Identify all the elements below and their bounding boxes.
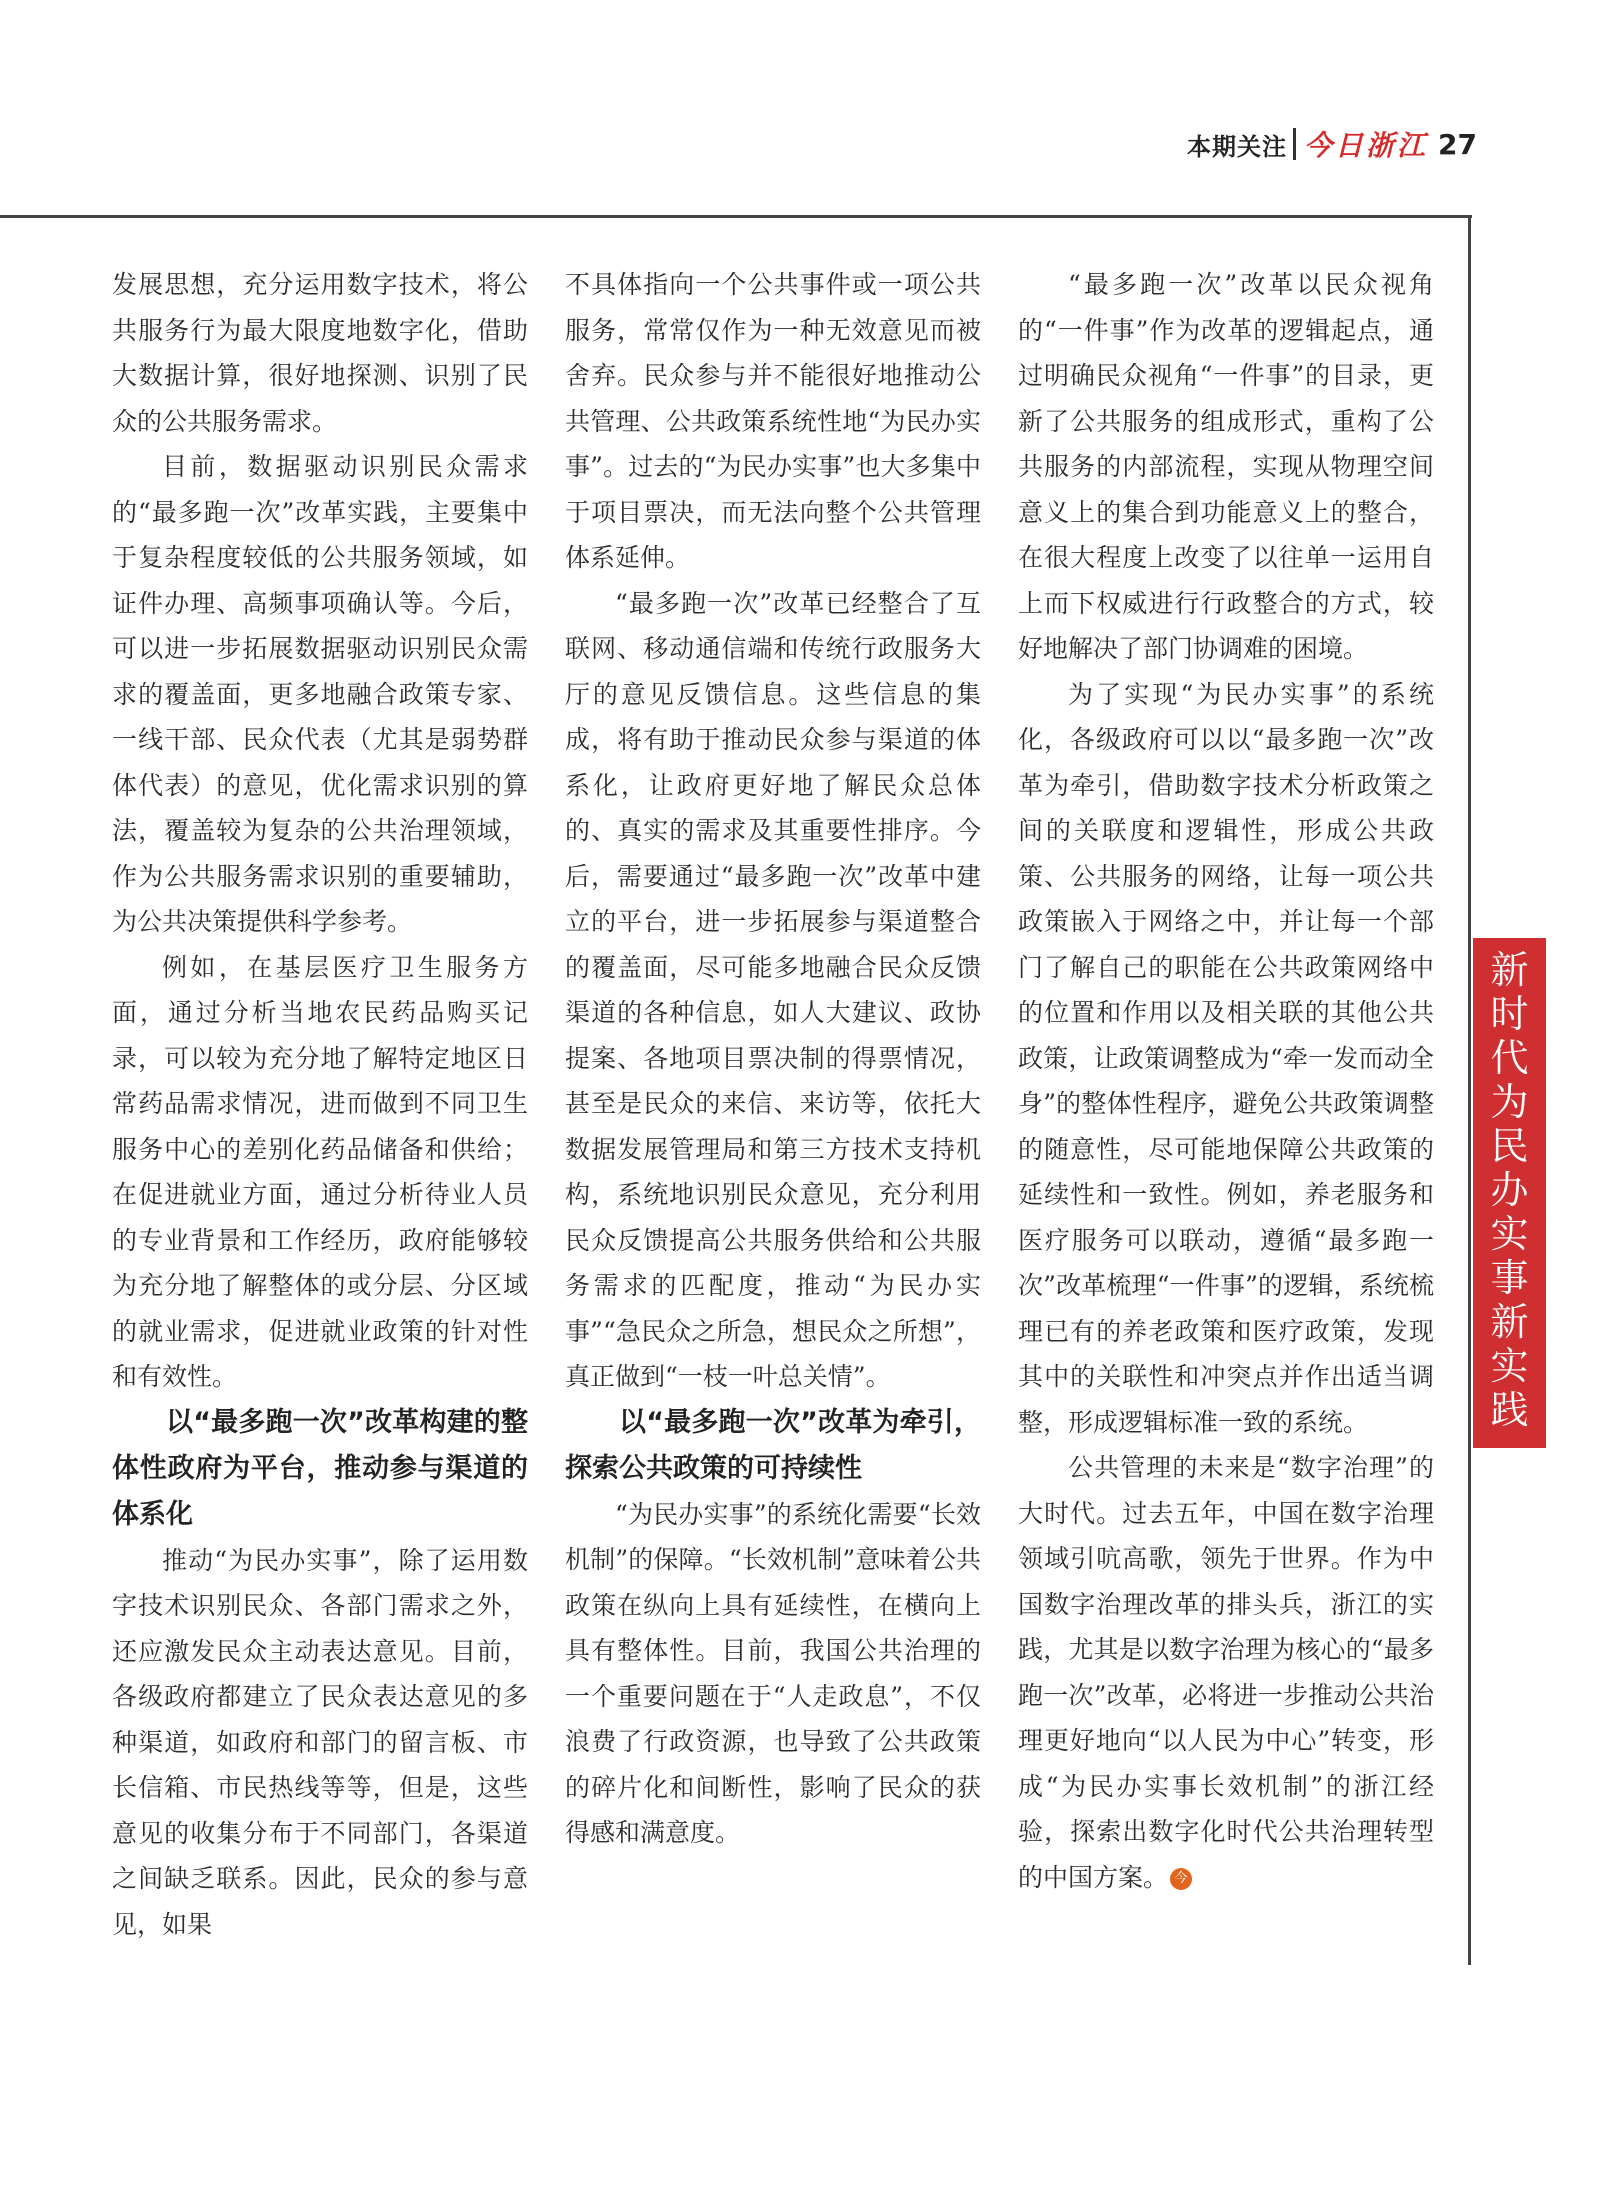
sidebar-char: 事 — [1490, 1256, 1529, 1300]
sidebar-char: 新 — [1490, 1300, 1529, 1344]
sidebar-char: 践 — [1490, 1388, 1529, 1432]
paragraph: “为民办实事”的系统化需要“长效机制”的保障。“长效机制”意味着公共政策在纵向上具有延续性，在横向上具有整体性。目前，我国公共治理的一个重要问题在于“人走政息”，不仅浪费了行政资源，也导致了公共政策的碎片化和间断性，影响了民众的获得感和满意度。 — [565, 1499, 981, 1847]
end-mark-icon: 今 — [1170, 1868, 1192, 1890]
section-label: 本期关注 — [1187, 132, 1288, 161]
column-1 — [112, 262, 528, 1947]
column-3 — [1018, 262, 1434, 1900]
paragraph: 发展思想，充分运用数字技术，将公共服务行为最大限度地数字化，借助大数据计算，很好地探测、识别了民众的公共服务需求。 — [112, 270, 528, 436]
column-2 — [565, 262, 981, 1856]
paragraph: 为了实现“为民办实事”的系统化，各级政府可以以“最多跑一次”改革为牵引，借助数字技术分析政策之间的关联度和逻辑性，形成公共政策、公共服务的网络，让每一项公共政策嵌入于网络之中，并让每一个部门了解自己的职能在公共政策网络中的位置和作用以及相关联的其他公共政策，让政策调整成为“牵一发而动全身”的整体性程序，避免公共政策调整的随意性，尽可能地保障公共政策的延续性和一致性。例如，养老服务和医疗服务可以联动，遵循“最多跑一次”改革梳理“一件事”的逻辑，系统梳理已有的养老政策和医疗政策，发现其中的关联性和冲突点并作出适当调整，形成逻辑标准一致的系统。 — [1018, 679, 1434, 1437]
sidebar-char: 时 — [1490, 992, 1529, 1036]
sidebar-char: 为 — [1490, 1080, 1529, 1124]
paragraph: 目前，数据驱动识别民众需求的“最多跑一次”改革实践，主要集中于复杂程度较低的公共服务领域，如证件办理、高频事项确认等。今后，可以进一步拓展数据驱动识别民众需求的覆盖面，更多地融合政策专家、一线干部、民众代表（尤其是弱势群体代表）的意见，优化需求识别的算法，覆盖较为复杂的公共治理领域，作为公共服务需求识别的重要辅助，为公共决策提供科学参考。 — [112, 452, 528, 936]
page-number: 27 — [1438, 127, 1477, 161]
brand-logo: 今日浙江 — [1304, 129, 1429, 162]
sidebar-char: 实 — [1490, 1344, 1529, 1388]
header-divider — [1293, 128, 1296, 160]
section-heading: 以“最多跑一次”改革为牵引，探索公共政策的可持续性 — [565, 1406, 981, 1484]
page-header — [1187, 124, 1477, 164]
paragraph: 推动“为民办实事”，除了运用数字技术识别民众、各部门需求之外，还应激发民众主动表达意见。目前，各级政府都建立了民众表达意见的多种渠道，如政府和部门的留言板、市长信箱、市民热线等等，但是，这些意见的收集分布于不同部门，各渠道之间缺乏联系。因此，民众的参与意见，如果 — [112, 1545, 528, 1939]
section-heading: 以“最多跑一次”改革构建的整体性政府为平台，推动参与渠道的体系化 — [112, 1406, 528, 1530]
paragraph-text: 公共管理的未来是“数字治理”的大时代。过去五年，中国在数字治理领域引吭高歌，领先于世界。作为中国数字治理改革的排头兵，浙江的实践，尤其是以数字治理为核心的“最多跑一次”改革，必将进一步推动公共治理更好地向“以人民为中心”转变，形成“为民办实事长效机制”的浙江经验，探索出数字化时代公共治理转型的中国方案。 — [1018, 1453, 1434, 1892]
paragraph-final — [1018, 1445, 1434, 1900]
paragraph: 例如，在基层医疗卫生服务方面，通过分析当地农民药品购买记录，可以较为充分地了解特定地区日常药品需求情况，进而做到不同卫生服务中心的差别化药品储备和供给；在促进就业方面，通过分析待业人员的专业背景和工作经历，政府能够较为充分地了解整体的或分层、分区域的就业需求，促进就业政策的针对性和有效性。 — [112, 952, 528, 1391]
sidebar-char: 实 — [1490, 1212, 1529, 1256]
paragraph: “最多跑一次”改革以民众视角的“一件事”作为改革的逻辑起点，通过明确民众视角“一件事”的目录，更新了公共服务的组成形式，重构了公共服务的内部流程，实现从物理空间意义上的集合到功能意义上的整合，在很大程度上改变了以往单一运用自上而下权威进行行政整合的方式，较好地解决了部门协调难的困境。 — [1018, 270, 1434, 663]
section-sidebar-tab — [1473, 938, 1546, 1448]
paragraph: 不具体指向一个公共事件或一项公共服务，常常仅作为一种无效意见而被舍弃。民众参与并不能很好地推动公共管理、公共政策系统性地“为民办实事”。过去的“为民办实事”也大多集中于项目票决，而无法向整个公共管理体系延伸。 — [565, 270, 981, 572]
top-rule — [0, 215, 1472, 218]
right-rule — [1468, 215, 1471, 1965]
sidebar-char: 办 — [1490, 1168, 1529, 1212]
paragraph: “最多跑一次”改革已经整合了互联网、移动通信端和传统行政服务大厅的意见反馈信息。这些信息的集成，将有助于推动民众参与渠道的体系化，让政府更好地了解民众总体的、真实的需求及其重要性排序。今后，需要通过“最多跑一次”改革中建立的平台，进一步拓展参与渠道整合的覆盖面，尽可能多地融合民众反馈渠道的各种信息，如人大建议、政协提案、各地项目票决制的得票情况，甚至是民众的来信、来访等，依托大数据发展管理局和第三方技术支持机构，系统地识别民众意见，充分利用民众反馈提高公共服务供给和公共服务需求的匹配度，推动“为民办实事”“急民众之所急，想民众之所想”，真正做到“一枝一叶总关情”。 — [565, 588, 981, 1391]
sidebar-char: 民 — [1490, 1124, 1529, 1168]
sidebar-char: 代 — [1490, 1036, 1529, 1080]
sidebar-char: 新 — [1490, 948, 1529, 992]
